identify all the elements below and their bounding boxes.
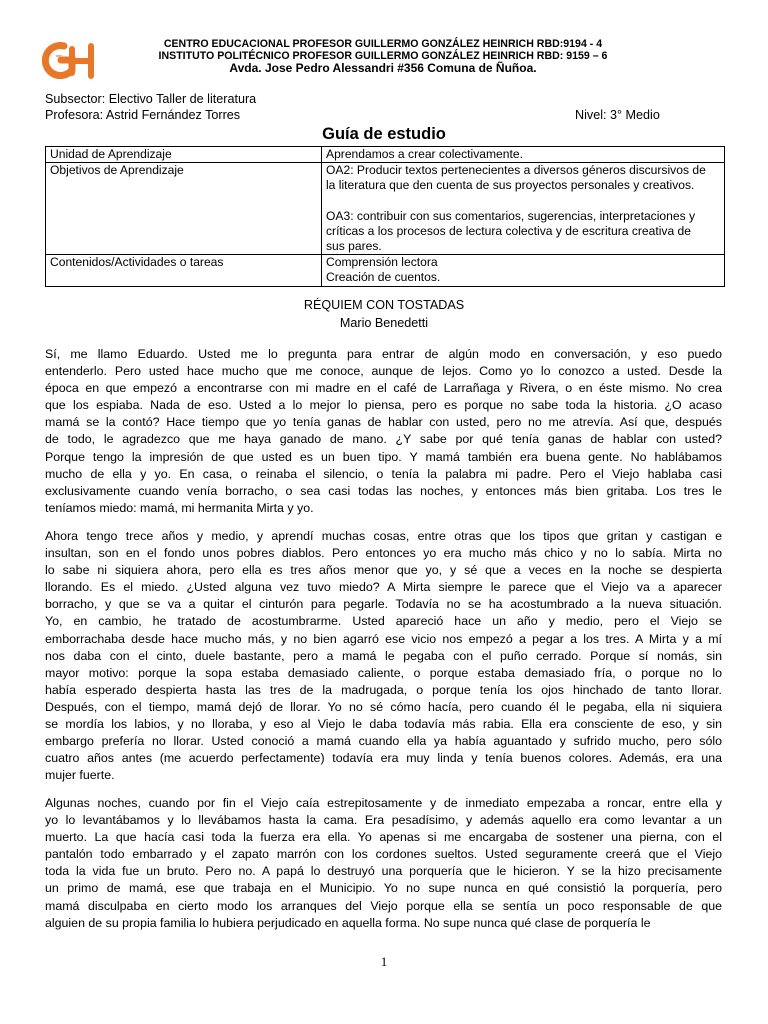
objectives-label: Objetivos de Aprendizaje: [46, 163, 322, 255]
story-line: entenderlo. Pero usted hace mucho que me conoce, aunque de lejos. Como yo lo conozco a usted. Desde la: [45, 364, 722, 379]
story-line: teníamos miedo: mamá, mi hermanita Mirta y yo.: [45, 500, 314, 515]
story-line: nos daba con el cinto, duele bastante, pero a mamá le pegaba con el puño cerrado. Porque sí nomás, sin: [45, 648, 722, 663]
story-line: de todo, le agradezco que me haya ganado de mano. ¿Y sabe por qué tenía ganas de hablar con usted?: [45, 432, 722, 447]
table-row: [46, 147, 725, 163]
story-line: cuatro años antes (me acuerdo perfectamente) todavía era muy linda y tenía buenos colores. Además, era una: [45, 751, 722, 766]
oa3-line: OA3: contribuir con sus comentarios, sugerencias, interpretaciones y: [326, 208, 696, 223]
learning-objectives-table: [45, 146, 725, 287]
story-line: Después, con el tiempo, mamá dejó de llorar. Yo no sé cómo hacía, pero cuando él le pegaba, ella ni siquiera: [45, 699, 722, 714]
unit-value: Aprendamos a crear colectivamente.: [322, 147, 725, 163]
oa2-line: la literatura que den cuenta de sus proyectos personales y creativos.: [326, 178, 695, 193]
story-line: Porque tengo la impresión de que usted es un buen tipo. Y mamá también era buena gente. No hablábamos: [45, 449, 722, 464]
story-line: Sí, me llamo Eduardo. Usted me lo pregunta para entrar de algún modo en conversación, y eso puedo: [45, 347, 722, 361]
story-paragraph-3: [45, 795, 722, 932]
table-row: [46, 163, 725, 255]
story-line: yo lo levantábamos y lo llevábamos hasta la cama. Era pesadísimo, y además aquello era como levantar a un: [45, 813, 722, 828]
contents-value: [322, 255, 725, 286]
story-line: toda la vida fue un bruto. Pero no. A papá lo destruyó una porquería que le hicieron. Y se la hizo precisamente: [45, 864, 722, 879]
institution-line-1: CENTRO EDUCACIONAL PROFESOR GUILLERMO GONZÁLEZ HEINRICH RBD:9194 - 4: [163, 38, 603, 50]
oa2-line: OA2: Producir textos pertenecientes a diversos géneros discursivos de: [326, 163, 706, 178]
teacher-label: Profesora: Astrid Fernández Torres: [45, 108, 241, 122]
story-line: había esperado despierta hasta las tres de la madrugada, o porque tenía los ojos hinchado de tanto llorar.: [45, 682, 722, 697]
story-paragraph-1: [45, 346, 722, 517]
table-row: [46, 255, 725, 286]
objectives-value: [322, 163, 725, 255]
story-line: Algunas noches, cuando por fin el Viejo caía estrepitosamente y de inmediato empezaba a roncar, entre ella y: [45, 796, 722, 810]
school-logo: [42, 40, 100, 80]
page-number: 1: [380, 954, 388, 969]
institution-line-2: INSTITUTO POLITÉCNICO PROFESOR GUILLERMO GONZÁLEZ HEINRICH RBD: 9159 – 6: [158, 49, 608, 62]
story-line: mamá disculpaba en cierto modo los arranques del Viejo porque ella se sentía un poco responsable de que: [45, 898, 722, 913]
story-title: RÉQUIEM CON TOSTADAS: [303, 298, 465, 312]
story-line: mamá se la contó? Hace tiempo que yo tenía ganas de hablar con usted, pero no me atrevía. Así que, después: [45, 415, 722, 430]
story-line: época en que empezó a encontrarse con mi madre en el café de Larrañaga y Rivera, o en éste mismo. No crea: [45, 381, 722, 396]
story-line: mucho de ella y yo. En casa, o reinaba el silencio, o tenía la palabra mi padre. Pero el Viejo hablaba casi: [45, 466, 722, 481]
story-line: mujer fuerte.: [45, 768, 115, 783]
story-line: llorando. Es el miedo. ¿Usted alguna vez tuvo miedo? A Mirta siempre le parece que el Viejo va a aparecer: [45, 580, 722, 595]
story-line: se mordía los labios, y no lloraba, y eso al Viejo le daba todavía más rabia. Ella era consciente de eso, y sin: [45, 717, 722, 732]
story-paragraph-2: [45, 528, 722, 784]
story-line: mayor motivo: porque la sopa estaba demasiado caliente, o porque estaba demasiado fría, o porque no lo: [45, 665, 722, 680]
story-line: muerto. La que hacía casi toda la fuerza era ella. Yo apenas si me encargaba de sostener una pierna, con el: [45, 830, 722, 845]
story-line: borracho, y que se va a quitar el cinturón para pegarle. Todavía no se ha acostumbrado a la nueva situación.: [45, 597, 722, 612]
story-line: exclusivamente cuando venía borracho, o sea casi todas las noches, y entonces más bien gritaba. Los tres le: [45, 483, 722, 498]
story-line: embargo prefería no llorar. Usted conoció a mamá cuando ella ya había aguantado y sufrido mucho, pero sólo: [45, 734, 722, 749]
subsector-label: Subsector: Electivo Taller de literatura: [45, 92, 257, 106]
contents-label: Contenidos/Actividades o tareas: [46, 255, 322, 286]
story-line: lo sabe ni siquiera ahora, pero ella es tres años menor que yo, y sé que a veces en la noche se despierta: [45, 563, 722, 578]
unit-label: Unidad de Aprendizaje: [46, 147, 322, 163]
story-line: Yo, en cambio, he tratado de acostumbrarme. Usted apareció hace un año y medio, pero el Viejo se: [45, 614, 722, 629]
level-label: Nivel: 3° Medio: [575, 108, 660, 122]
story-author: Mario Benedetti: [339, 316, 429, 330]
institution-header: [118, 39, 648, 75]
content-item: Comprensión lectora: [326, 255, 438, 270]
story-line: insultan, son en el fondo unos pobres diablos. Pero entonces yo era mucho más chico y no lo sabía. Mirta no: [45, 546, 722, 561]
story-line: emborrachaba desde hace mucho más, y no bien agarró ese vicio nos empezó a pegar a los tres. A Mirta y a mí: [45, 631, 722, 646]
oa3-line: sus pares.: [326, 239, 382, 254]
content-item: Creación de cuentos.: [326, 270, 441, 285]
oa3-line: críticas a los procesos de lectura colectiva y de escritura creativa de: [326, 223, 691, 238]
guide-title: Guía de estudio: [322, 125, 446, 143]
story-line: un primo de mamá, ese que trabaja en el Municipio. Yo no supe nunca en qué consistió la porquería, pero: [45, 881, 722, 896]
story-line: que los espiaba. Nada de eso. Usted a lo mejor lo piensa, pero es porque no sabe toda la historia. ¿O acaso: [45, 398, 722, 413]
story-line: Ahora tengo trece años y medio, y aprendí muchas cosas, entre otras que los tipos que gritan y castigan e: [45, 529, 722, 543]
story-line: pantalón todo embarrado y el zapato marrón con los cordones sueltos. Usted seguramente creerá que el Viejo: [45, 847, 722, 862]
story-line: alguien de su propia familia lo hubiera perjudicado en aquella forma. No supe nunca qué clase de porquería le: [45, 915, 651, 930]
institution-address: Avda. Jose Pedro Alessandri #356 Comuna de Ñuñoa.: [229, 61, 537, 75]
